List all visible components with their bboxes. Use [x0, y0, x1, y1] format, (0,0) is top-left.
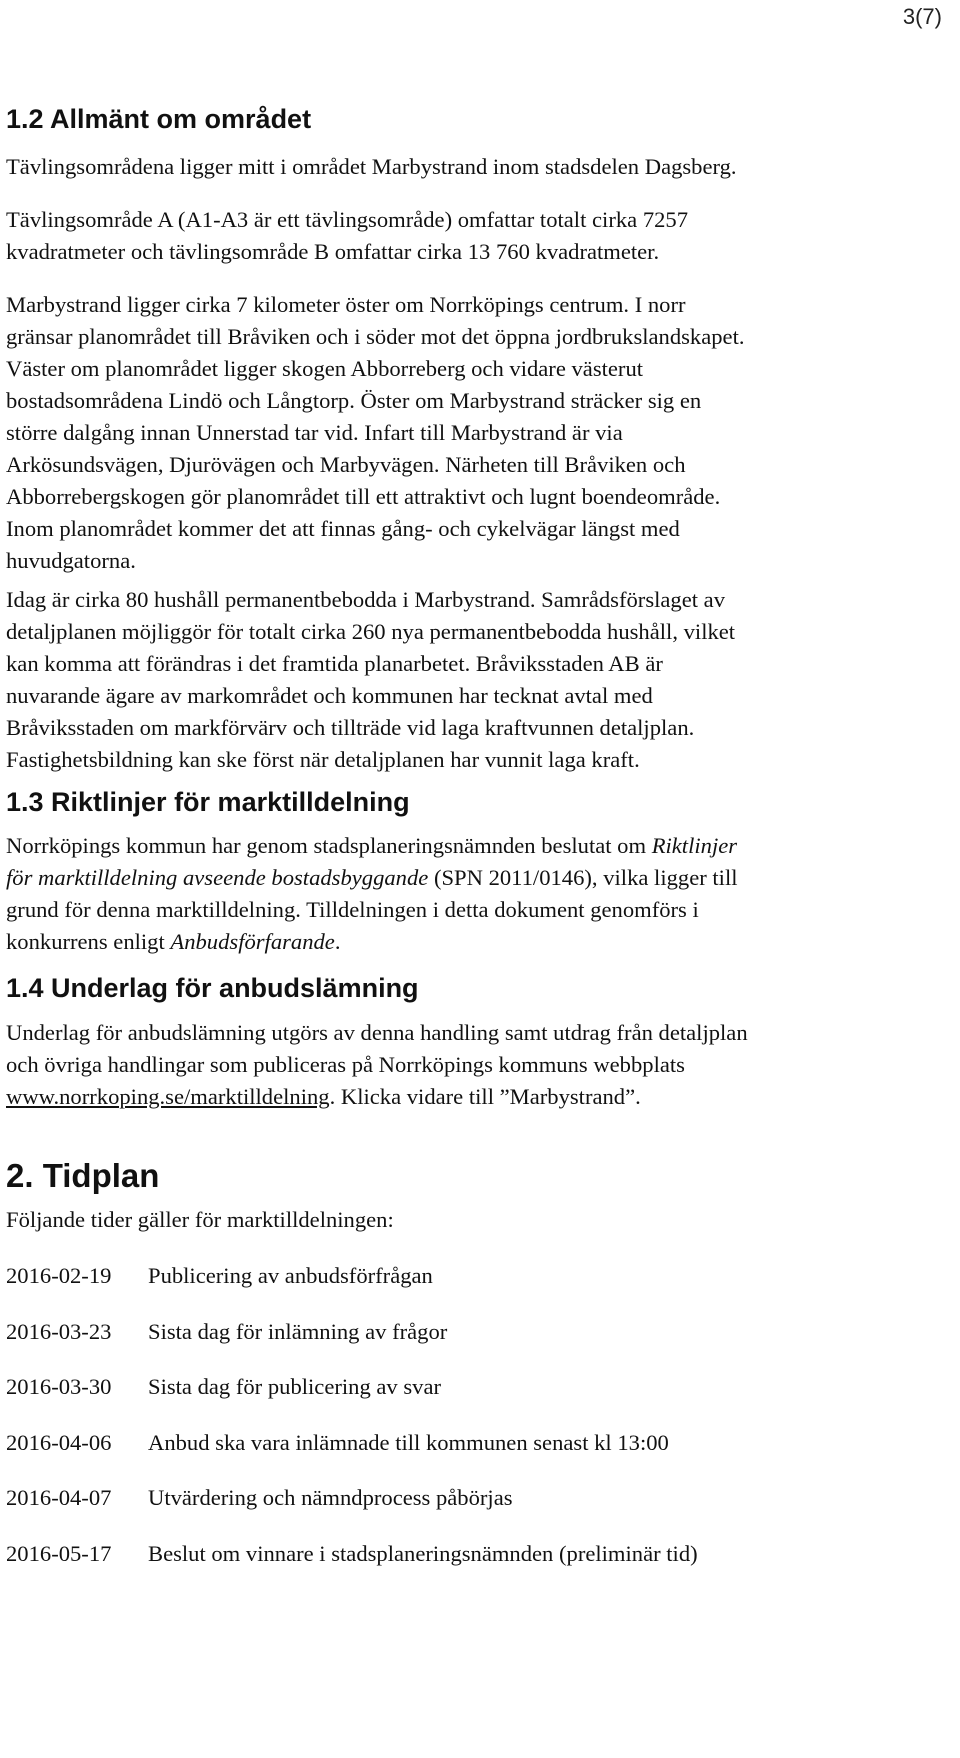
- schedule-row: [6, 1482, 513, 1514]
- text-line: bostadsområdena Lindö och Långtorp. Öster om Marbystrand sträcker sig en: [6, 388, 702, 413]
- text-line: [6, 862, 906, 894]
- text-line: Arkösundsvägen, Djurövägen och Marbyvägen. Närheten till Bråviken och: [6, 452, 686, 477]
- heading-2: 2. Tidplan: [6, 1157, 160, 1194]
- text-line: Idag är cirka 80 hushåll permanentbebodda i Marbystrand. Samrådsförslaget av: [6, 587, 725, 612]
- schedule-date: 2016-03-30: [6, 1374, 112, 1399]
- text-run: konkurrens enligt: [6, 929, 171, 954]
- schedule-row: [6, 1538, 698, 1570]
- heading-1-4: 1.4 Underlag för anbudslämning: [6, 973, 419, 1003]
- heading-1-3: 1.3 Riktlinjer för marktilldelning: [6, 787, 410, 817]
- emphasis-text: Riktlinjer: [651, 833, 738, 858]
- text-line: nuvarande ägare av markområdet och kommunen har tecknat avtal med: [6, 683, 653, 708]
- text-line: [6, 926, 906, 958]
- text-line: Inom planområdet kommer det att finnas gång- och cykelvägar längst med: [6, 516, 680, 541]
- schedule-event: Sista dag för publicering av svar: [148, 1374, 442, 1399]
- text-line: större dalgång innan Unnerstad tar vid. Infart till Marbystrand är via: [6, 420, 623, 445]
- page-number: 3(7): [902, 4, 942, 29]
- schedule-date: 2016-03-23: [6, 1319, 112, 1344]
- paragraph-1-3: [6, 830, 906, 958]
- paragraph-1-2-areas: [6, 204, 906, 268]
- text-line: kvadratmeter och tävlingsområde B omfattar cirka 13 760 kvadratmeter.: [6, 239, 660, 264]
- text-line: och övriga handlingar som publiceras på Norrköpings kommuns webbplats: [6, 1052, 685, 1077]
- schedule-intro: Följande tider gäller för marktilldelningen:: [6, 1207, 394, 1232]
- paragraph-1-2-location: [6, 289, 906, 577]
- text-line: Väster om planområdet ligger skogen Abborreberg och vidare västerut: [6, 356, 644, 381]
- text-run: . Klicka vidare till ”Marbystrand”.: [329, 1084, 641, 1109]
- text-line: gränsar planområdet till Bråviken och i söder mot det öppna jordbrukslandskapet.: [6, 324, 745, 349]
- paragraph-1-2-intro: Tävlingsområdena ligger mitt i området Marbystrand inom stadsdelen Dagsberg.: [6, 154, 737, 179]
- schedule-event: Anbud ska vara inlämnade till kommunen senast kl 13:00: [148, 1430, 669, 1455]
- schedule-event: Sista dag för inlämning av frågor: [148, 1319, 448, 1344]
- schedule-event: Beslut om vinnare i stadsplaneringsnämnden (preliminär tid): [148, 1541, 698, 1566]
- text-line: grund för denna marktilldelning. Tilldelningen i detta dokument genomförs i: [6, 897, 699, 922]
- schedule-event: Publicering av anbudsförfrågan: [148, 1263, 433, 1288]
- schedule-row: [6, 1316, 447, 1348]
- text-line: Bråviksstaden om markförvärv och tillträde vid laga kraftvunnen detaljplan.: [6, 715, 695, 740]
- text-line: Fastighetsbildning kan ske först när detaljplanen har vunnit laga kraft.: [6, 747, 640, 772]
- text-run: (SPN 2011/0146), vilka ligger till: [428, 865, 738, 890]
- text-line: Tävlingsområde A (A1-A3 är ett tävlingsområde) omfattar totalt cirka 7257: [6, 207, 689, 232]
- schedule-date: 2016-04-07: [6, 1485, 112, 1510]
- schedule-date: 2016-04-06: [6, 1430, 112, 1455]
- text-run: Norrköpings kommun har genom stadsplaneringsnämnden beslutat om: [6, 833, 652, 858]
- text-line: [6, 1081, 906, 1113]
- schedule-row: [6, 1260, 433, 1292]
- text-line: detaljplanen möjliggör för totalt cirka 260 nya permanentbebodda hushåll, vilket: [6, 619, 736, 644]
- text-run: .: [334, 929, 341, 954]
- paragraph-1-4: [6, 1017, 906, 1113]
- emphasis-text: för marktilldelning avseende bostadsbyggande: [6, 865, 429, 890]
- paragraph-1-2-households: [6, 584, 906, 776]
- schedule-row: [6, 1371, 441, 1403]
- text-line: Abborrebergskogen gör planområdet till ett attraktivt och lugnt boendeområde.: [6, 484, 721, 509]
- schedule-date: 2016-02-19: [6, 1263, 112, 1288]
- text-line: Underlag för anbudslämning utgörs av denna handling samt utdrag från detaljplan: [6, 1020, 748, 1045]
- text-line: Marbystrand ligger cirka 7 kilometer öster om Norrköpings centrum. I norr: [6, 292, 686, 317]
- emphasis-text: Anbudsförfarande: [170, 929, 335, 954]
- schedule-date: 2016-05-17: [6, 1541, 112, 1566]
- text-line: kan komma att förändras i det framtida planarbetet. Bråviksstaden AB är: [6, 651, 663, 676]
- text-line: [6, 830, 906, 862]
- website-link[interactable]: www.norrkoping.se/marktilldelning: [6, 1084, 330, 1109]
- heading-1-2: 1.2 Allmänt om området: [6, 104, 312, 134]
- schedule-event: Utvärdering och nämndprocess påbörjas: [148, 1485, 513, 1510]
- schedule-row: [6, 1427, 669, 1459]
- text-line: huvudgatorna.: [6, 548, 136, 573]
